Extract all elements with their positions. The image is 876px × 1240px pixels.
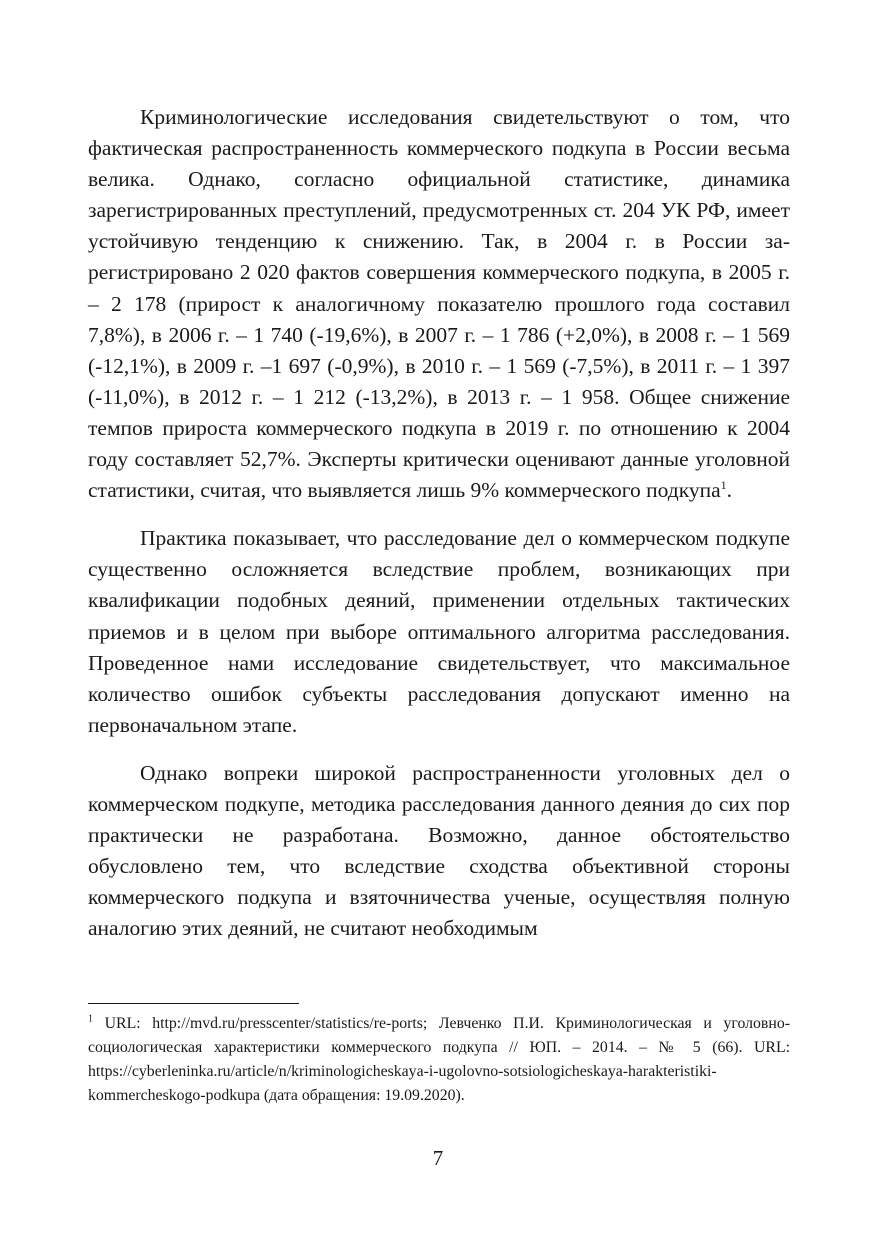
paragraph-3 <box>88 758 790 945</box>
paragraph-2 <box>88 523 790 741</box>
paragraph-2-text: Практика показывает, что расследование дел о коммерческом подкупе существенно осложняется вследствие проблем, возникающих при квалификации подобных деяний, применении отдельных тактических приемов и в целом при выборе оптимального алгоритма расследования. Проведенное нами исследование свидетельствует, что максимальное количество ошибок субъекты расследования допускают именно на первоначальном этапе. <box>88 526 790 737</box>
body-text <box>88 102 790 944</box>
paragraph-1-text: Криминологические исследования свидетельствуют о том, что фактическая распространенность коммерческого подкупа в России весьма велика. Однако, согласно официальной статистике, динамика зарегистрированных преступлений, предусмотренных ст. 204 УК РФ, имеет устойчивую тенденцию к снижению. Так, в 2004 г. в России зарегистрировано 2 020 фактов совершения коммерческого подкупа, в 2005 г. – 2 178 (прирост к аналогичному показателю прошлого года составил 7,8%), в 2006 г. – 1 740 (-19,6%), в 2007 г. – 1 786 (+2,0%), в 2008 г. – 1 569 (-12,1%), в 2009 г. –1 697 (-0,9%), в 2010 г. – 1 569 (-7,5%), в 2011 г. – 1 397 (-11,0%), в 2012 г. – 1 212 (-13,2%), в 2013 г. – 1 958. Общее снижение темпов прироста коммерческого подкупа в 2019 г. по отношению к 2004 году составляет 52,7%. Эксперты критически оценивают данные уголовной статистики, считая, что выявляется лишь 9% коммерческого подкупа <box>88 105 790 503</box>
footnote-reference[interactable]: 1 <box>720 477 727 492</box>
paragraph-3-text: Однако вопреки широкой распространенности уголовных дел о коммерческом подкупе, методика расследования данного деяния до сих пор практически не разработана. Возможно, данное обстоятельство обусловлено тем, что вследствие сходства объективной стороны коммерческого подкупа и взяточничества ученые, осуществляя полную аналогию этих деяний, не считают необходимым <box>88 760 790 941</box>
footnote-separator <box>88 1003 299 1004</box>
footnote <box>88 1012 790 1108</box>
paragraph-1: Криминологические исследования свидетельствуют о том, что фактическая распространенность коммерческого подкупа в России весьма велика. Однако, согласно официальной статистике, динамика зарегистрированных преступлений, предусмотренных ст. 204 УК РФ, имеет устойчивую тенденцию к снижению. Так, в 2004 г. в России зарегистрировано 2 020 фактов совершения коммерческого подкупа, в 2005 г. – 2 178 (прирост к аналогичному показателю прошлого года составил 7,8%), в 2006 г. – 1 740 (-19,6%), в 2007 г. – 1 786 (+2,0%), в 2008 г. – 1 569 (-12,1%), в 2009 г. –1 697 (-0,9%), в 2010 г. – 1 569 (-7,5%), в 2011 г. – 1 397 (-11,0%), в 2012 г. – 1 212 (-13,2%), в 2013 г. – 1 958. Общее снижение темпов прироста коммерческого подкупа в 2019 г. по отношению к 2004 году составляет 52,7%. Эксперты критически оценивают данные уголовной статистики, считая, что выявляется лишь 9% коммерческого подкупа$^1$. <box>88 105 790 503</box>
footnote-marker: 1 <box>88 1013 93 1025</box>
footnote-text: URL: http://mvd.ru/presscenter/statistics/re-ports; Левченко П.И. Криминологическая и уголовно-социологическая характеристики коммерческого подкупа // ЮП. – 2014. – № 5 (66). URL: https://cyberleninka.ru/article/n/kriminologicheskaya-i-ugolovno-sotsiologicheskaya-harakteristiki-kommercheskogo-podkupa (дата обращения: 19.09.2020). <box>88 1015 791 1104</box>
page-number: 7 <box>432 1146 444 1170</box>
